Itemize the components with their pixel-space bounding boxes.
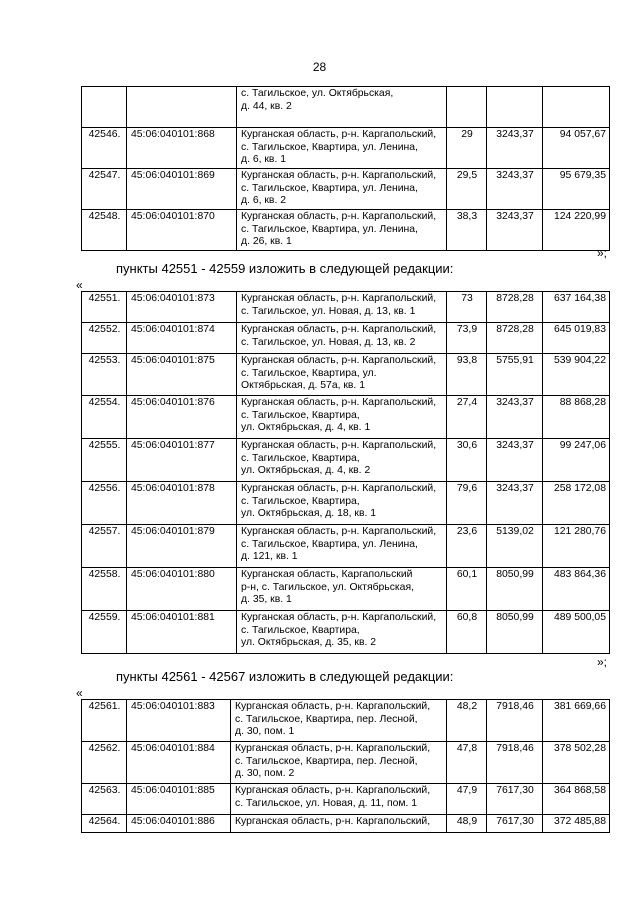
area-cell: 60,8 <box>447 611 487 654</box>
price-cell: 8728,28 <box>487 292 543 323</box>
table-row <box>82 128 610 169</box>
row-number-cell: 42559. <box>82 611 127 654</box>
cadastral-number-cell: 45:06:040101:875 <box>127 354 237 396</box>
row-number-cell: 42553. <box>82 354 127 396</box>
area-cell: 38,3 <box>447 210 487 251</box>
area-cell: 29 <box>447 128 487 169</box>
cadastral-number-cell: 45:06:040101:874 <box>127 323 237 354</box>
registry-table-3 <box>81 699 610 833</box>
price-cell: 3243,37 <box>487 210 543 251</box>
price-cell: 3243,37 <box>487 396 543 439</box>
cadastral-number-cell <box>127 87 237 128</box>
address-cell: Курганская область, р-н. Каргапольский, с. Тагильское, ул. Новая, д. 11, пом. 1 <box>231 784 447 815</box>
address-cell: Курганская область, р-н. Каргапольский, с. Тагильское, Квартира, ул. Октябрьская, д. 4, кв. 2 <box>237 439 447 482</box>
cadastral-number-cell: 45:06:040101:878 <box>127 482 237 525</box>
address-cell: Курганская область, р-н. Каргапольский, с. Тагильское, Квартира, ул. Ленина, д. 6, кв. 2 <box>237 169 447 210</box>
area-cell: 29,5 <box>447 169 487 210</box>
table-row <box>82 568 610 611</box>
area-cell: 47,9 <box>447 784 487 815</box>
table-row <box>82 292 610 323</box>
sum-cell: 637 164,38 <box>543 292 610 323</box>
table-row <box>82 354 610 396</box>
address-cell: Курганская область, р-н. Каргапольский, с. Тагильское, Квартира, ул. Октябрьская, д. 18, кв. 1 <box>237 482 447 525</box>
address-cell: Курганская область, р-н. Каргапольский, с. Тагильское, Квартира, ул. Ленина, д. 26, кв. 1 <box>237 210 447 251</box>
sum-cell: 99 247,06 <box>543 439 610 482</box>
row-number-cell: 42548. <box>82 210 127 251</box>
area-cell: 48,9 <box>447 815 487 833</box>
sum-cell: 372 485,88 <box>543 815 610 833</box>
table-row <box>82 210 610 251</box>
table-row <box>82 439 610 482</box>
opening-quote-mark: « <box>76 686 83 700</box>
cadastral-number-cell: 45:06:040101:884 <box>127 742 231 784</box>
address-cell: Курганская область, р-н. Каргапольский, с. Тагильское, ул. Новая, д. 13, кв. 2 <box>237 323 447 354</box>
table-row <box>82 87 610 128</box>
sum-cell: 378 502,28 <box>543 742 610 784</box>
cadastral-number-cell: 45:06:040101:873 <box>127 292 237 323</box>
area-cell: 23,6 <box>447 525 487 568</box>
sum-cell <box>543 87 610 128</box>
area-cell: 73 <box>447 292 487 323</box>
cadastral-number-cell: 45:06:040101:869 <box>127 169 237 210</box>
price-cell: 7918,46 <box>487 742 543 784</box>
sum-cell: 364 868,58 <box>543 784 610 815</box>
sum-cell: 121 280,76 <box>543 525 610 568</box>
price-cell: 5755,91 <box>487 354 543 396</box>
row-number-cell: 42554. <box>82 396 127 439</box>
area-cell: 73,9 <box>447 323 487 354</box>
area-cell: 47,8 <box>447 742 487 784</box>
closing-quote-mark: »; <box>597 655 608 669</box>
cadastral-number-cell: 45:06:040101:886 <box>127 815 231 833</box>
area-cell: 48,2 <box>447 700 487 742</box>
cadastral-number-cell: 45:06:040101:870 <box>127 210 237 251</box>
price-cell: 8728,28 <box>487 323 543 354</box>
sum-cell: 124 220,99 <box>543 210 610 251</box>
row-number-cell: 42563. <box>82 784 127 815</box>
address-cell: Курганская область, р-н. Каргапольский, с. Тагильское, Квартира, ул. Ленина, д. 6, кв. 1 <box>237 128 447 169</box>
address-cell: Курганская область, Каргапольский р-н, с. Тагильское, ул. Октябрьская, д. 35, кв. 1 <box>237 568 447 611</box>
table-row <box>82 700 610 742</box>
area-cell: 93,8 <box>447 354 487 396</box>
area-cell: 79,6 <box>447 482 487 525</box>
price-cell: 3243,37 <box>487 439 543 482</box>
sum-cell: 94 057,67 <box>543 128 610 169</box>
cadastral-number-cell: 45:06:040101:868 <box>127 128 237 169</box>
price-cell <box>487 87 543 128</box>
sum-cell: 539 904,22 <box>543 354 610 396</box>
address-cell: Курганская область, р-н. Каргапольский, с. Тагильское, Квартира, пер. Лесной, д. 30, пом. 2 <box>231 742 447 784</box>
cadastral-number-cell: 45:06:040101:885 <box>127 784 231 815</box>
price-cell: 7918,46 <box>487 700 543 742</box>
address-cell: Курганская область, р-н. Каргапольский, с. Тагильское, Квартира, ул. Ленина, д. 121, кв. 1 <box>237 525 447 568</box>
row-number-cell: 42551. <box>82 292 127 323</box>
area-cell: 27,4 <box>447 396 487 439</box>
row-number-cell: 42552. <box>82 323 127 354</box>
table-row <box>82 482 610 525</box>
sum-cell: 88 868,28 <box>543 396 610 439</box>
table-row <box>82 611 610 654</box>
price-cell: 3243,37 <box>487 128 543 169</box>
table-row <box>82 525 610 568</box>
sum-cell: 381 669,66 <box>543 700 610 742</box>
page-number: 28 <box>312 60 327 74</box>
address-cell: Курганская область, р-н. Каргапольский, с. Тагильское, Квартира, ул. Октябрьская, д. 35, кв. 2 <box>237 611 447 654</box>
cadastral-number-cell: 45:06:040101:881 <box>127 611 237 654</box>
row-number-cell: 42557. <box>82 525 127 568</box>
amendment-intro-text: пункты 42561 - 42567 изложить в следующей редакции: <box>116 669 454 684</box>
row-number-cell: 42555. <box>82 439 127 482</box>
cadastral-number-cell: 45:06:040101:883 <box>127 700 231 742</box>
price-cell: 7617,30 <box>487 815 543 833</box>
area-cell: 30,6 <box>447 439 487 482</box>
row-number-cell: 42547. <box>82 169 127 210</box>
table-row <box>82 742 610 784</box>
row-number-cell: 42562. <box>82 742 127 784</box>
sum-cell: 95 679,35 <box>543 169 610 210</box>
table-row <box>82 815 610 833</box>
cadastral-number-cell: 45:06:040101:880 <box>127 568 237 611</box>
address-cell: Курганская область, р-н. Каргапольский, с. Тагильское, Квартира, ул. Октябрьская, д. 57а, кв. 1 <box>237 354 447 396</box>
price-cell: 3243,37 <box>487 482 543 525</box>
price-cell: 3243,37 <box>487 169 543 210</box>
row-number-cell: 42561. <box>82 700 127 742</box>
address-cell: Курганская область, р-н. Каргапольский, с. Тагильское, ул. Новая, д. 13, кв. 1 <box>237 292 447 323</box>
price-cell: 8050,99 <box>487 611 543 654</box>
sum-cell: 258 172,08 <box>543 482 610 525</box>
sum-cell: 645 019,83 <box>543 323 610 354</box>
registry-table-2 <box>81 291 610 654</box>
address-cell: Курганская область, р-н. Каргапольский, <box>231 815 447 833</box>
cadastral-number-cell: 45:06:040101:876 <box>127 396 237 439</box>
address-cell: Курганская область, р-н. Каргапольский, с. Тагильское, Квартира, ул. Октябрьская, д. 4, кв. 1 <box>237 396 447 439</box>
area-cell <box>447 87 487 128</box>
price-cell: 5139,02 <box>487 525 543 568</box>
address-cell: Курганская область, р-н. Каргапольский, с. Тагильское, Квартира, пер. Лесной, д. 30, пом. 1 <box>231 700 447 742</box>
table-row <box>82 323 610 354</box>
price-cell: 7617,30 <box>487 784 543 815</box>
address-cell: с. Тагильское, ул. Октябрьская, д. 44, кв. 2 <box>237 87 447 128</box>
cadastral-number-cell: 45:06:040101:879 <box>127 525 237 568</box>
table-row <box>82 396 610 439</box>
row-number-cell <box>82 87 127 128</box>
sum-cell: 483 864,36 <box>543 568 610 611</box>
table-row <box>82 784 610 815</box>
row-number-cell: 42558. <box>82 568 127 611</box>
area-cell: 60,1 <box>447 568 487 611</box>
closing-quote-mark: »; <box>597 246 608 260</box>
table-row <box>82 169 610 210</box>
cadastral-number-cell: 45:06:040101:877 <box>127 439 237 482</box>
sum-cell: 489 500,05 <box>543 611 610 654</box>
price-cell: 8050,99 <box>487 568 543 611</box>
registry-table-1 <box>81 86 610 251</box>
row-number-cell: 42564. <box>82 815 127 833</box>
row-number-cell: 42556. <box>82 482 127 525</box>
amendment-intro-text: пункты 42551 - 42559 изложить в следующей редакции: <box>116 261 454 276</box>
row-number-cell: 42546. <box>82 128 127 169</box>
opening-quote-mark: « <box>76 278 83 292</box>
